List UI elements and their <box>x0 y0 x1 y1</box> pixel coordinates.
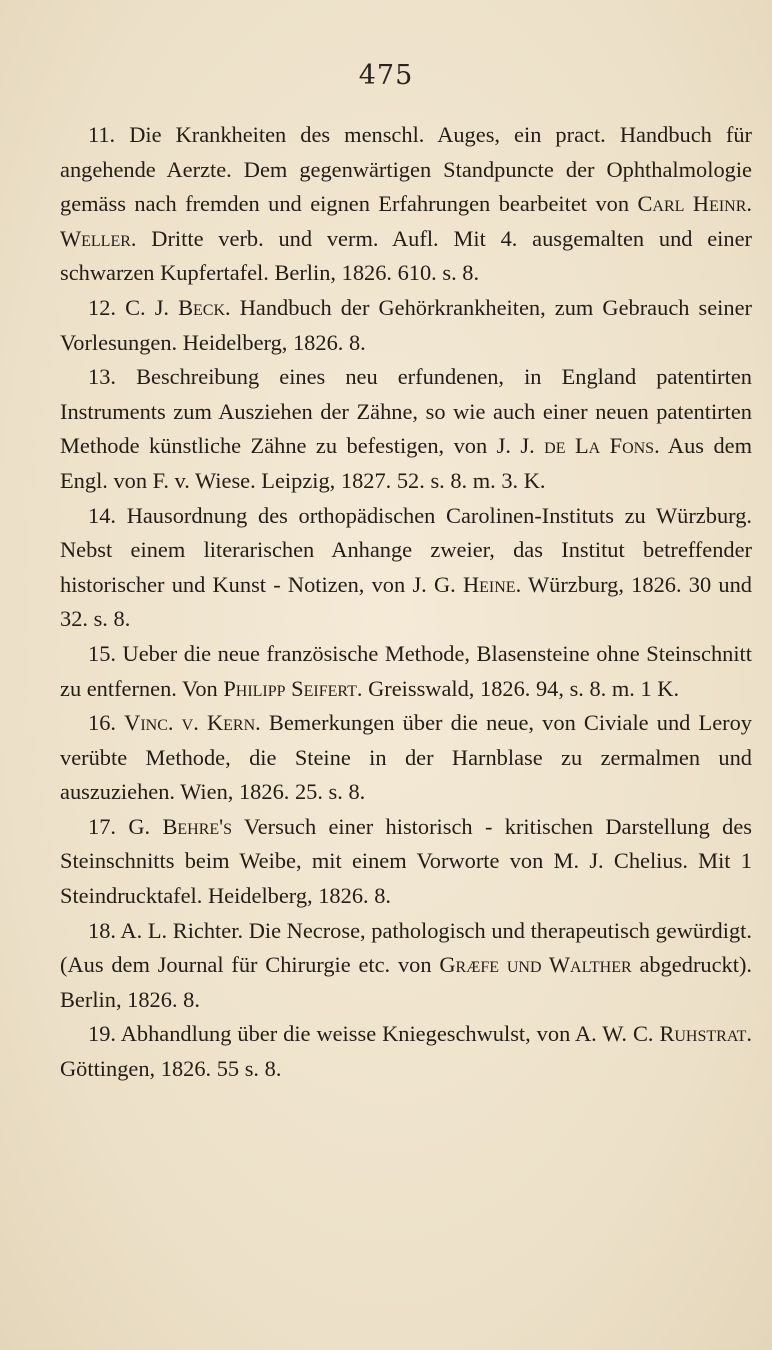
entry-rest: . Dritte verb. und verm. Aufl. Mit 4. ausgemalten und einer schwarzen Kupfertafel. Berlin, 1826. 610. s. 8. <box>60 225 752 286</box>
page-number: 475 <box>358 60 414 91</box>
entry-number: 11. <box>88 122 116 147</box>
entry-author: Philipp Seifert <box>223 675 357 701</box>
entry-rest: abgedruckt). Berlin, 1826. 8. <box>60 952 752 1012</box>
entry-author: Vinc. v. Kern <box>124 710 256 736</box>
entry-text: Beschreibung eines neu erfundenen, in England patentirten Instruments zum Ausziehen der Zähne, so wie auch einer neuen patentirten Methode künstliche Zähne zu befestigen, von <box>60 364 752 459</box>
bibliography-entry-19 <box>60 1017 752 1086</box>
entry-number: 14. <box>88 502 116 528</box>
entry-rest: Versuch einer historisch - kritischen Darstellung des Steinschnitts beim Weibe, mit einem Vorworte von M. J. Chelius. Mit 1 Steindrucktafel. Heidelberg, 1826. 8. <box>60 813 752 909</box>
entry-text: Abhandlung über die weisse Kniegeschwulst, von A. W. C. <box>120 1021 660 1047</box>
entry-text: Die Krankheiten des menschl. Auges, ein pract. Handbuch für angehende Aerzte. Dem gegenwärtigen Standpuncte der Ophthalmologie gemäss nach fremden und eignen Erfahrungen bearbeitet von <box>60 122 752 217</box>
entry-number: 12. <box>88 294 116 320</box>
entry-rest: . Bemerkungen über die neue, von Civiale und Leroy verübte Methode, die Steine in der Harnblase zu zermalmen und auszuziehen. Wien, 1826. 25. s. 8. <box>60 710 752 805</box>
bibliography-entry-12 <box>60 291 752 360</box>
entry-author: Græfe und Walther <box>439 952 632 978</box>
entry-author: J. G. Heine <box>412 571 516 597</box>
bibliography-entry-11 <box>60 118 752 291</box>
bibliography-entry-15 <box>60 637 752 706</box>
bibliography-entry-17 <box>60 810 752 914</box>
bibliography-list <box>60 118 752 1087</box>
bibliography-entry-13 <box>60 360 752 498</box>
entry-author: C. J. Beck <box>125 294 226 320</box>
entry-number: 17. <box>88 813 116 839</box>
entry-number: 15. <box>88 640 116 666</box>
entry-number: 19. <box>88 1021 116 1047</box>
entry-rest: . Göttingen, 1826. 55 s. 8. <box>60 1021 752 1082</box>
bibliography-entry-16 <box>60 706 752 810</box>
entry-author: G. Behre's <box>128 813 233 839</box>
entry-author: Carl Heinr. Weller <box>60 191 752 251</box>
entry-number: 13. <box>88 364 116 390</box>
entry-rest: . Würzburg, 1826. 30 und 32. s. 8. <box>60 571 752 632</box>
entry-author: J. J. de La Fons <box>496 433 655 459</box>
bibliography-entry-18 <box>60 914 752 1018</box>
entry-number: 18. <box>88 917 116 943</box>
entry-rest: . Greisswald, 1826. 94, s. 8. m. 1 K. <box>356 675 680 701</box>
entry-author: Ruhstrat <box>659 1021 747 1047</box>
entry-rest: . Handbuch der Gehörkrankheiten, zum Gebrauch seiner Vorlesungen. Heidelberg, 1826. 8. <box>60 294 752 355</box>
entry-text: Ueber die neue französische Methode, Blasensteine ohne Steinschnitt zu entfernen. Von <box>60 640 752 701</box>
entry-rest: . Aus dem Engl. von F. v. Wiese. Leipzig, 1827. 52. s. 8. m. 3. K. <box>60 433 752 493</box>
entry-number: 16. <box>88 710 116 736</box>
entry-text: Hausordnung des orthopädischen Carolinen-Instituts zu Würzburg. Nebst einem literarischen Anhange zweier, das Institut betreffender historischer und Kunst - Notizen, von <box>60 502 752 597</box>
bibliography-entry-14 <box>60 499 752 637</box>
entry-text: A. L. Richter. Die Necrose, pathologisch und therapeutisch gewürdigt. (Aus dem Journal für Chirurgie etc. von <box>60 917 752 978</box>
